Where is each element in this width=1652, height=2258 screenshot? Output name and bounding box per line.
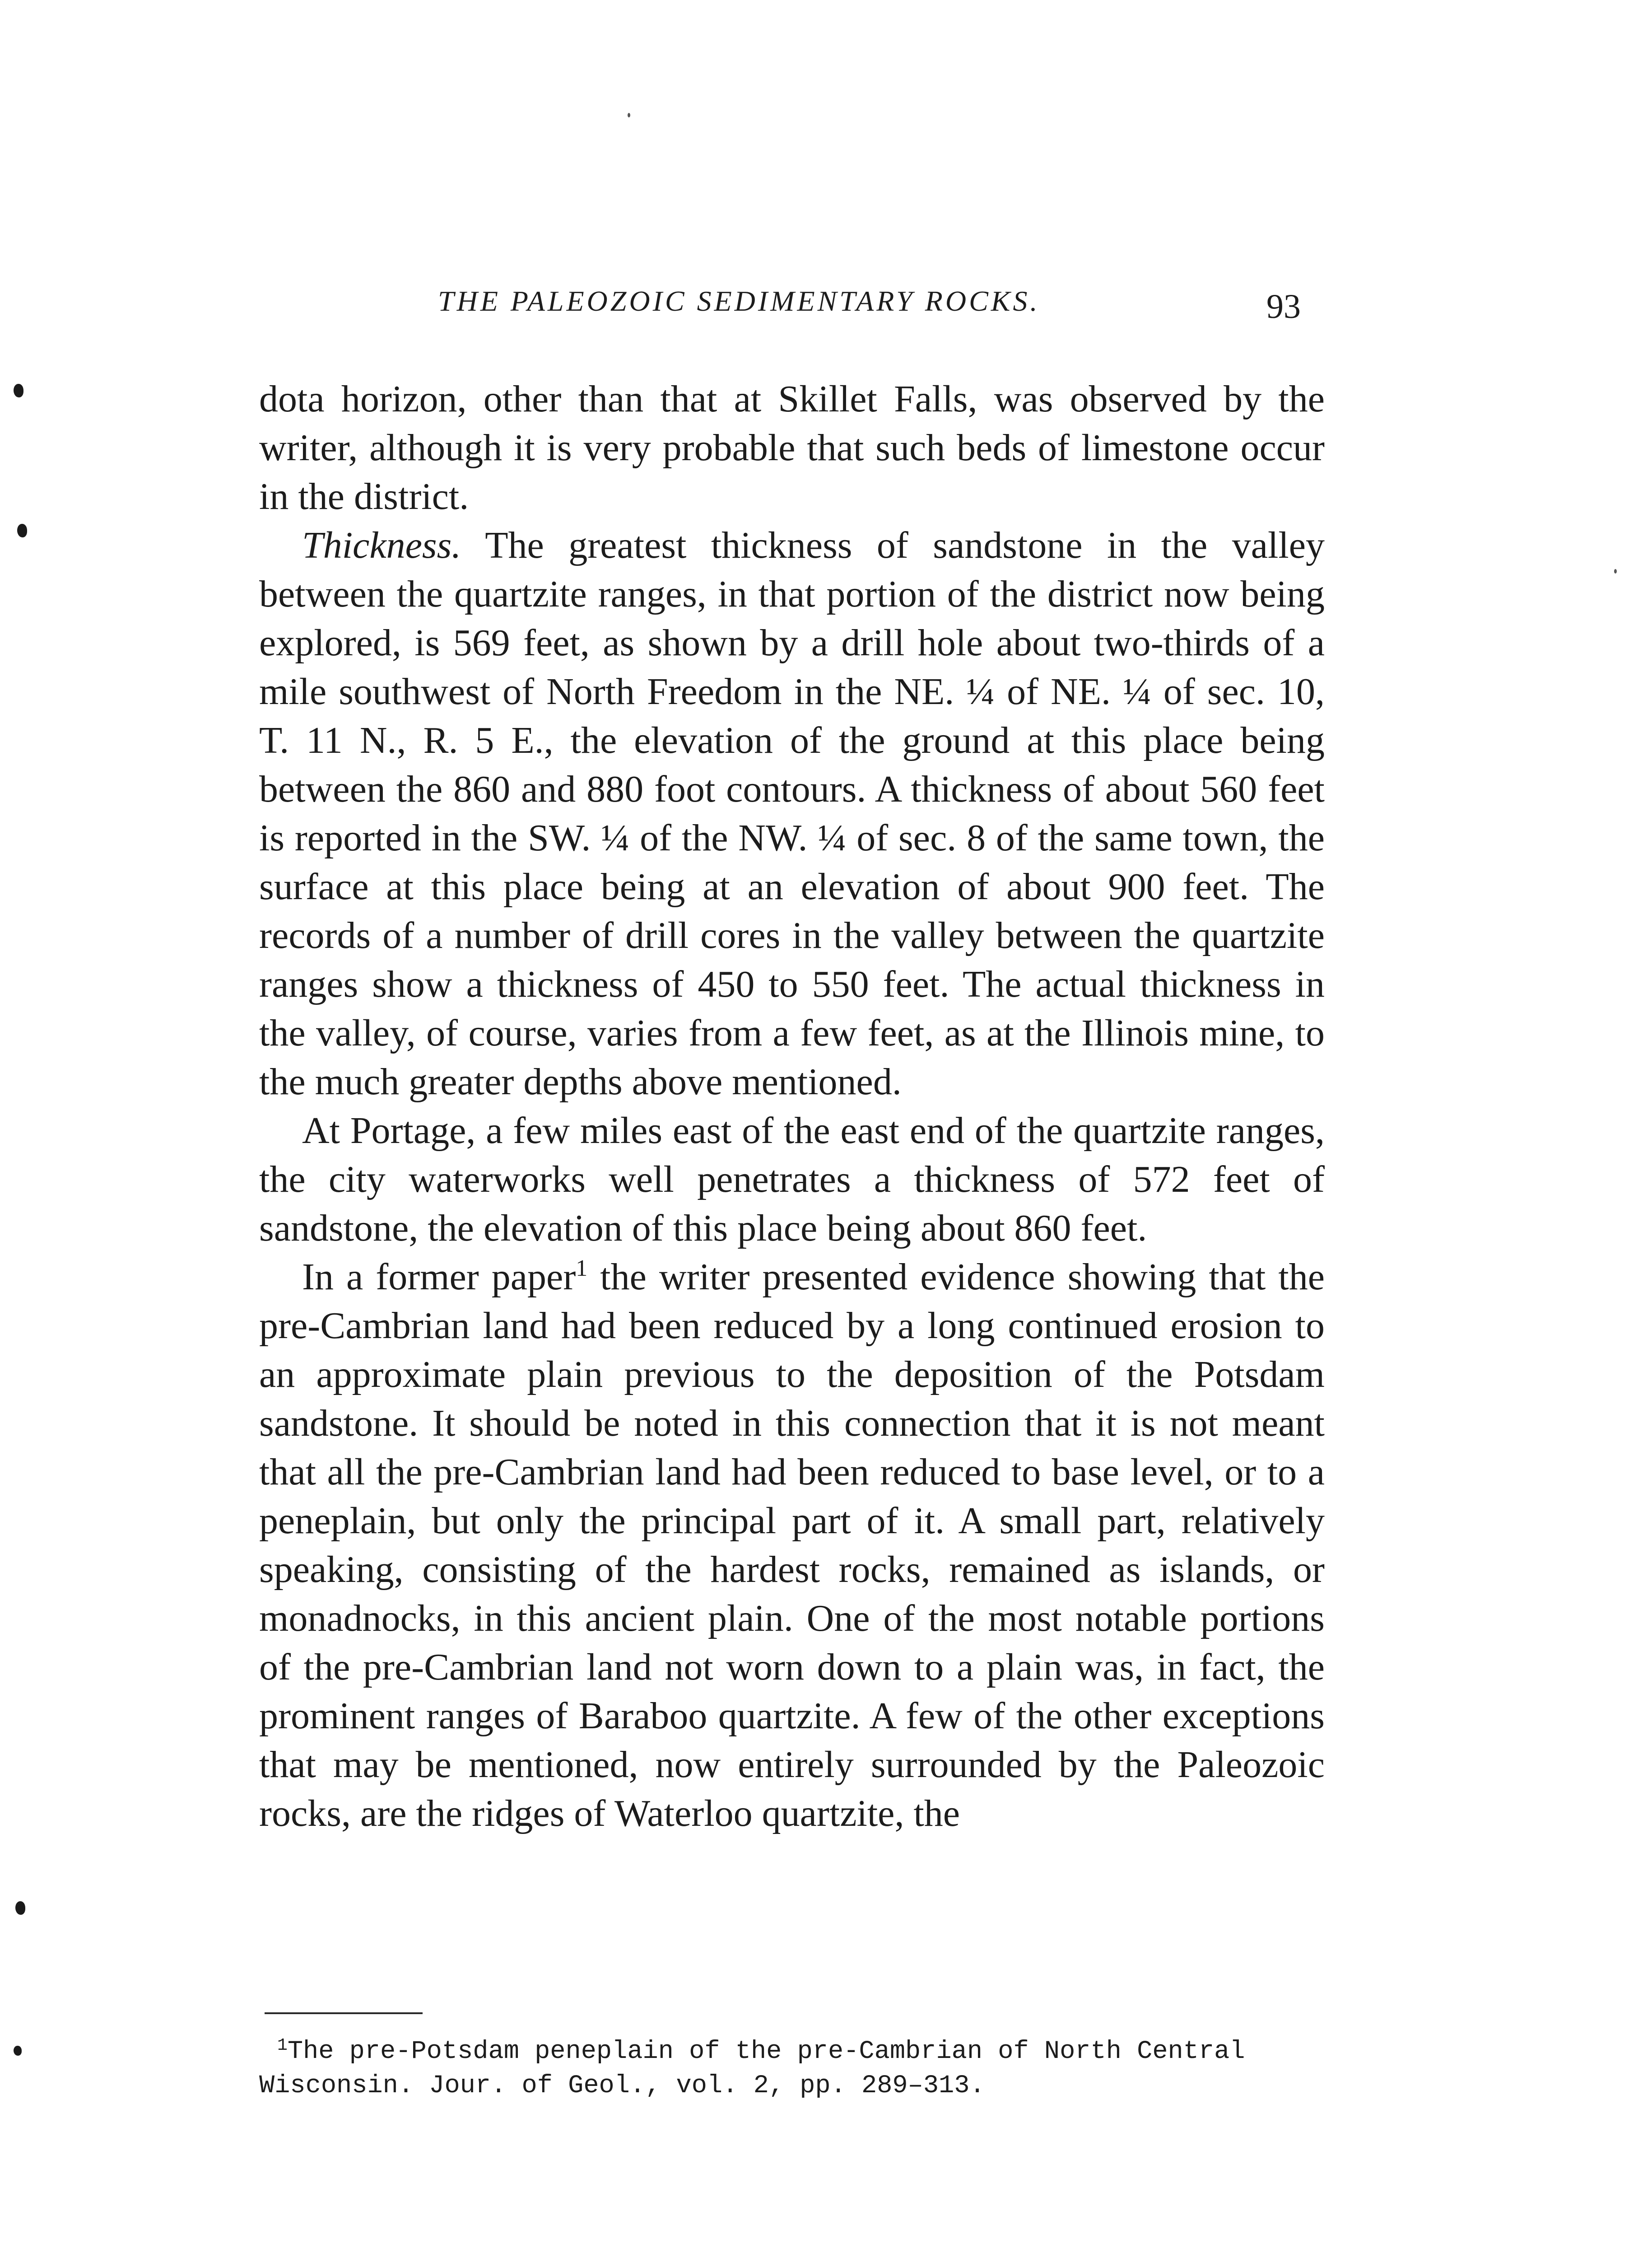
margin-ink-mark xyxy=(17,524,27,537)
paragraph-4-text: the writer presented evidence showing that the pre-Cambrian land had been reduced by a long continued erosion to an approximate plain previous to the deposition of the Potsdam sandstone. It should be noted in this connection that it is not meant that all the pre-Cambrian land had been reduced to base level, or to a peneplain, but only the principal part of it. A small part, relatively speaking, consisting of the hardest rocks, remained as islands, or monadnocks, in this ancient plain. One of the most notable portions of the pre-Cambrian land not worn down to a plain was, in fact, the prominent ranges of Baraboo quartzite. A few of the other exceptions that may be mentioned, now entirely surrounded by the Paleozoic rocks, are the ridges of Waterloo quartzite, the xyxy=(259,1256,1325,1834)
margin-ink-mark xyxy=(15,1901,25,1915)
running-head: THE PALEOZOIC SEDIMENTARY ROCKS. xyxy=(438,285,1040,317)
footnote-reference: 1 xyxy=(576,1255,588,1281)
scan-speck xyxy=(1614,569,1617,574)
paragraph-4-start: In a former paper xyxy=(302,1256,576,1298)
section-lead-thickness: Thickness. xyxy=(302,524,461,566)
footnote-text: The pre-Potsdam peneplain of the pre-Cambrian of North Central Wisconsin. Jour. of Geol., vol. 2, pp. 289–313. xyxy=(259,2037,1245,2100)
scan-speck xyxy=(628,113,630,117)
body-text xyxy=(259,375,1325,1838)
paragraph-4 xyxy=(259,1253,1325,1838)
paragraph-1: dota horizon, other than that at Skillet Falls, was observed by the writer, although it is very probable that such beds of limestone occur in the district. xyxy=(259,378,1325,518)
footnote xyxy=(259,2034,1325,2103)
page-number: 93 xyxy=(1266,288,1301,326)
margin-ink-mark xyxy=(14,2046,22,2056)
margin-ink-mark xyxy=(14,384,23,397)
footnote-mark: 1 xyxy=(277,2036,288,2055)
footnote-rule xyxy=(265,2012,423,2014)
paragraph-3: At Portage, a few miles east of the east end of the quartzite ranges, the city waterworks well penetrates a thickness of 572 feet of sandstone, the elevation of this place being about 860 feet. xyxy=(259,1110,1325,1249)
paragraph-2 xyxy=(259,521,1325,1106)
paragraph-2-text: The greatest thickness of sandstone in the valley between the quartzite ranges, in that portion of the district now being explored, is 569 feet, as shown by a drill hole about two-thirds of a mile southwest of North Freedom in the NE. ¼ of NE. ¼ of sec. 10, T. 11 N., R. 5 E., the elevation of the ground at this place being between the 860 and 880 foot contours. A thickness of about 560 feet is reported in the SW. ¼ of the NW. ¼ of sec. 8 of the same town, the surface at this place being at an elevation of about 900 feet. The records of a number of drill cores in the valley between the quartzite ranges show a thickness of 450 to 550 feet. The actual thickness in the valley, of course, varies from a few feet, as at the Illinois mine, to the much greater depths above mentioned. xyxy=(259,524,1325,1103)
